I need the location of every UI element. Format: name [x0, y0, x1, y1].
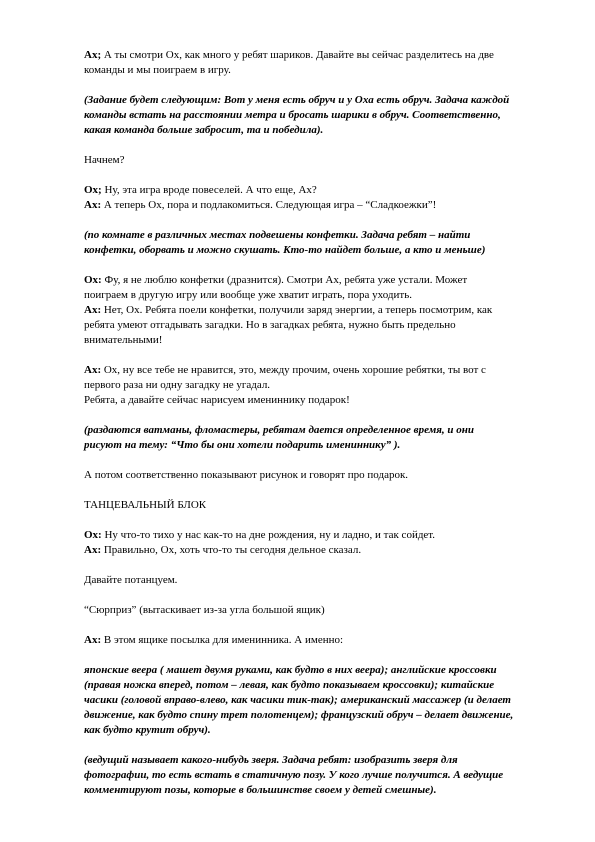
line-text: движение, как будто спину трет полотенцем); французский обруч – делает движение, — [84, 709, 514, 721]
text-line — [84, 663, 554, 678]
stage-direction-paragraph — [84, 228, 554, 258]
dialogue-paragraph — [84, 48, 554, 78]
line-text: Нет, Ох. Ребята поели конфетки, получили заряд энергии, а теперь посмотрим, как — [101, 304, 493, 316]
document-page — [84, 48, 554, 813]
text-line — [84, 633, 554, 648]
stage-direction-paragraph — [84, 93, 554, 138]
text-line — [84, 693, 554, 708]
dialogue-paragraph — [84, 603, 554, 618]
dialogue-paragraph — [84, 633, 554, 648]
dialogue-paragraph — [84, 498, 554, 513]
text-line — [84, 768, 554, 783]
line-text: (правая ножка вперед, потом – левая, как будто показываем кроссовки); китайские — [84, 679, 495, 691]
text-line — [84, 243, 554, 258]
line-text: Ребята, а давайте сейчас нарисуем имениннику подарок! — [84, 394, 350, 406]
dialogue-paragraph — [84, 363, 554, 408]
stage-direction-paragraph — [84, 663, 554, 738]
text-line — [84, 378, 554, 393]
line-text: внимательными! — [84, 334, 163, 346]
line-text: Ну, эта игра вроде повеселей. А что еще, Ах? — [101, 184, 317, 196]
text-line — [84, 438, 554, 453]
text-line — [84, 753, 554, 768]
line-text: А ты смотри Ох, как много у ребят шариков. Давайте вы сейчас разделитесь на две — [101, 49, 494, 61]
speaker-label: Ах: — [84, 364, 102, 376]
text-line — [84, 498, 554, 513]
text-line — [84, 678, 554, 693]
speaker-label: Ах: — [84, 544, 102, 556]
dialogue-paragraph — [84, 153, 554, 168]
speaker-label: Ох: — [84, 274, 102, 286]
line-text: команды встать на расстоянии метра и бросать шарики в обруч. Соответственно, — [84, 109, 501, 121]
line-text: фотографии, то есть встать в статичную позу. У кого лучше получится. А ведущие — [84, 769, 504, 781]
speaker-label: Ох: — [84, 529, 102, 541]
text-line — [84, 108, 554, 123]
dialogue-paragraph — [84, 273, 554, 348]
line-text: Ох, ну все тебе не нравится, это, между прочим, очень хорошие ребятки, ты вот с — [101, 364, 486, 376]
line-text: Правильно, Ох, хоть что-то ты сегодня дельное сказал. — [101, 544, 362, 556]
text-line — [84, 603, 554, 618]
line-text: команды и мы поиграем в игру. — [84, 64, 231, 76]
text-line — [84, 303, 554, 318]
line-text: комментируют позы, которые в большинстве своем у детей смешные). — [84, 784, 437, 796]
dialogue-paragraph — [84, 468, 554, 483]
text-line — [84, 783, 554, 798]
text-line — [84, 363, 554, 378]
line-text: часики (головой вправо-влево, как часики тик-так); американский массажер (и делает — [84, 694, 511, 706]
text-line — [84, 48, 554, 63]
dialogue-paragraph — [84, 183, 554, 213]
text-line — [84, 198, 554, 213]
text-line — [84, 423, 554, 438]
line-text: Фу, я не люблю конфетки (дразнится). Смотри Ах, ребята уже устали. Может — [101, 274, 468, 286]
text-line — [84, 183, 554, 198]
text-line — [84, 393, 554, 408]
line-text: как будто крутит обруч). — [84, 724, 211, 736]
text-line — [84, 333, 554, 348]
text-line — [84, 123, 554, 138]
line-text: поиграем в другую игру или вообще уже хватит играть, пора уходить. — [84, 289, 412, 301]
line-text: (Задание будет следующим: Вот у меня есть обруч и у Оха есть обруч. Задача каждой — [84, 94, 510, 106]
text-line — [84, 468, 554, 483]
stage-direction-paragraph — [84, 423, 554, 453]
line-text: (ведущий называет какого-нибудь зверя. Задача ребят: изобразить зверя для — [84, 754, 458, 766]
speaker-label: Ах: — [84, 199, 102, 211]
text-line — [84, 228, 554, 243]
text-line — [84, 153, 554, 168]
text-line — [84, 528, 554, 543]
line-text: А потом соответственно показывают рисунок и говорят про подарок. — [84, 469, 409, 481]
line-text: Давайте потанцуем. — [84, 574, 178, 586]
line-text: Ну что-то тихо у нас как-то на дне рождения, ну и ладно, и так сойдет. — [101, 529, 436, 541]
line-text: какая команда больше забросит, та и победила). — [84, 124, 324, 136]
line-text: первого раза ни одну загадку не угадал. — [84, 379, 271, 391]
line-text: рисуют на тему: “Что бы они хотели подарить имениннику” ). — [84, 439, 401, 451]
line-text: конфетки, оборвать и можно скушать. Кто-то найдет больше, а кто и меньше) — [84, 244, 486, 256]
speaker-label: Ах: — [84, 304, 102, 316]
text-line — [84, 63, 554, 78]
line-text: Начнем? — [84, 154, 125, 166]
dialogue-paragraph — [84, 573, 554, 588]
text-line — [84, 573, 554, 588]
stage-direction-paragraph — [84, 753, 554, 798]
speaker-label: Ох; — [84, 184, 102, 196]
dialogue-paragraph — [84, 528, 554, 558]
line-text: (по комнате в различных местах подвешены конфетки. Задача ребят – найти — [84, 229, 471, 241]
text-line — [84, 543, 554, 558]
text-line — [84, 273, 554, 288]
line-text: ребята умеют отгадывать загадки. Но в загадках ребята, нужно быть предельно — [84, 319, 456, 331]
line-text: (раздаются ватманы, фломастеры, ребятам дается определенное время, и они — [84, 424, 474, 436]
text-line — [84, 288, 554, 303]
line-text: А теперь Ох, пора и подлакомиться. Следующая игра – “Сладкоежки”! — [101, 199, 437, 211]
text-line — [84, 723, 554, 738]
line-text: ТАНЦЕВАЛЬНЫЙ БЛОК — [84, 499, 207, 511]
text-line — [84, 318, 554, 333]
line-text: “Сюрприз” (вытаскивает из-за угла большой ящик) — [84, 604, 325, 616]
text-line — [84, 708, 554, 723]
speaker-label: Ах; — [84, 49, 102, 61]
line-text: В этом ящике посылка для именинника. А именно: — [101, 634, 344, 646]
text-line — [84, 93, 554, 108]
line-text: японские веера ( машет двумя руками, как будто в них веера); английские кроссовки — [84, 664, 497, 676]
speaker-label: Ах: — [84, 634, 102, 646]
